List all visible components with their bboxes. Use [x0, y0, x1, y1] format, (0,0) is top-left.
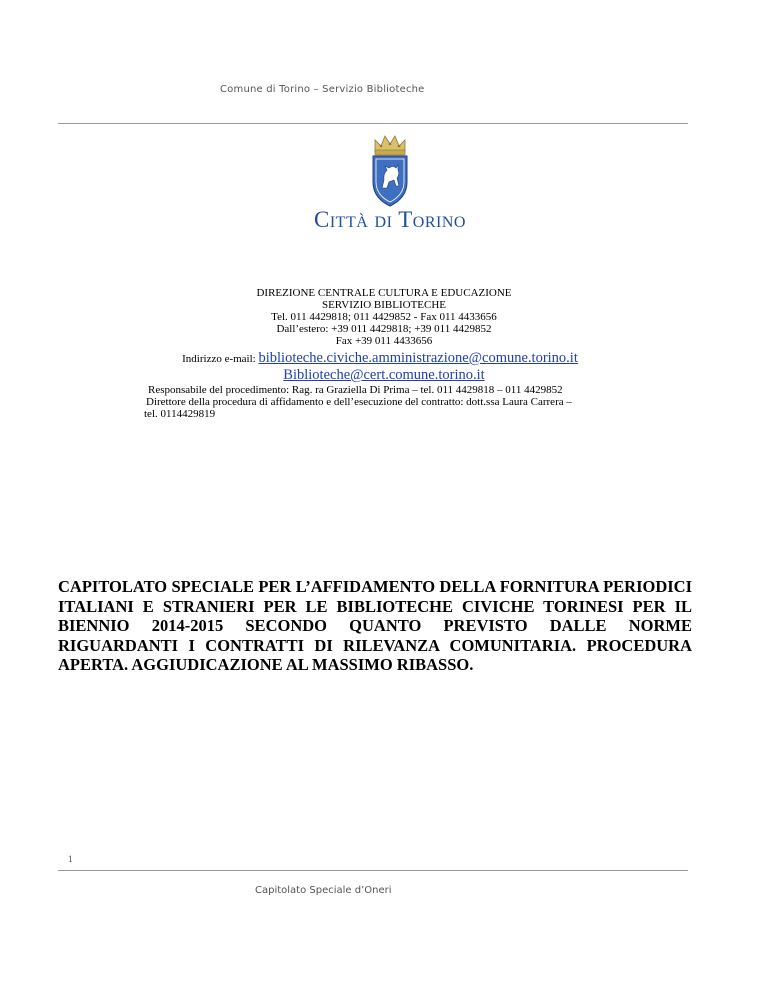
office-line-phone: Tel. 011 4429818; 011 4429852 - Fax 011 4433656 — [271, 311, 497, 323]
director-line: Direttore della procedura di affidamento e dell’esecuzione del contratto: dott.ssa Laura Carrera – — [146, 396, 572, 408]
page-number: 1 — [68, 854, 73, 864]
city-crest-icon — [365, 130, 415, 208]
office-line-direction: DIREZIONE CENTRALE CULTURA E EDUCAZIONE — [256, 287, 512, 299]
pec-row — [120, 366, 648, 384]
header-divider — [58, 123, 688, 124]
responsible-line: Responsabile del procedimento: Rag. ra Graziella Di Prima – tel. 011 4429818 – 011 4429852 — [148, 384, 563, 396]
office-line-abroad: Dall’estero: +39 011 4429818; +39 011 4429852 — [276, 323, 492, 335]
office-line-service: SERVIZIO BIBLIOTECHE — [321, 299, 447, 311]
email-label: Indirizzo e-mail: — [182, 353, 259, 365]
email-row — [100, 350, 660, 367]
document-title: CAPITOLATO SPECIALE PER L’AFFIDAMENTO DELLA FORNITURA PERIODICI ITALIANI E STRANIERI PER LE BIBLIOTECHE CIVICHE TORINESI PER IL BIENNIO 2014-2015 SECONDO QUANTO PREVISTO DALLE NORME RIGUARDANTI I CONTRATTI DI RILEVANZA COMUNITARIA. PROCEDURA APERTA. AGGIUDICAZIONE AL MASSIMO RIBASSO. — [58, 577, 692, 674]
email-link[interactable]: biblioteche.civiche.amministrazione@comune.torino.it — [258, 350, 578, 366]
director-phone: tel. 0114429819 — [144, 408, 216, 420]
pec-email-link[interactable]: Biblioteche@cert.comune.torino.it — [283, 367, 485, 383]
office-line-fax: Fax +39 011 4433656 — [335, 335, 433, 347]
footer-divider — [58, 870, 688, 871]
page-footer: Capitolato Speciale d’Oneri — [255, 885, 392, 896]
page-header: Comune di Torino – Servizio Biblioteche — [220, 84, 425, 95]
city-name-logo: Città di Torino — [314, 207, 466, 232]
